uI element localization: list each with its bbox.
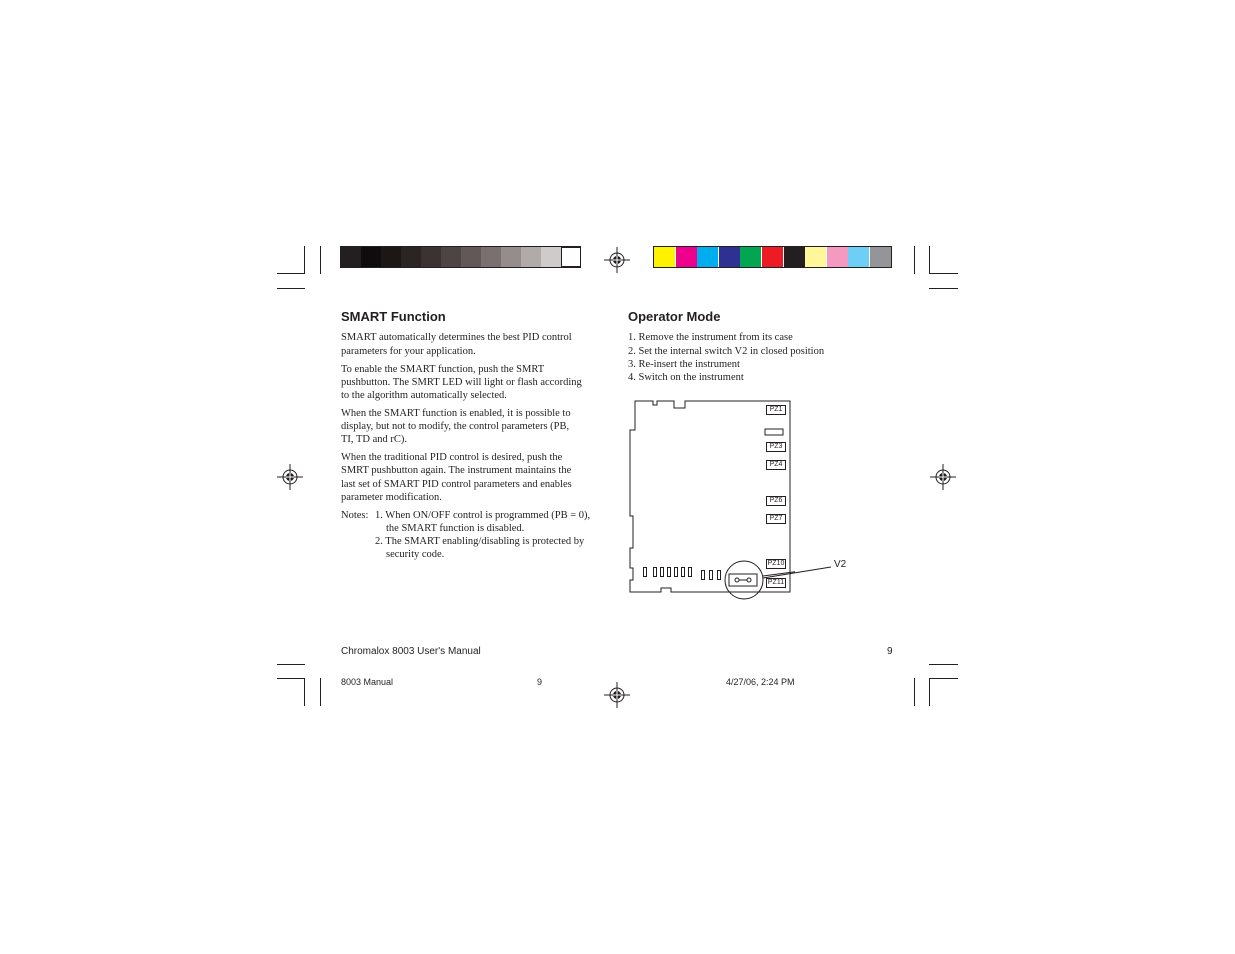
slug-file-name: 8003 Manual	[341, 677, 394, 687]
color-swatch	[805, 247, 826, 267]
pz4-label: PZ4	[766, 460, 786, 470]
gray-swatch	[501, 247, 521, 267]
pz1-label: PZ1	[766, 405, 786, 415]
text-line: parameter modification.	[341, 492, 442, 503]
slug-date: 4/27/06, 2:24 PM	[726, 677, 795, 687]
pz3-label: PZ3	[766, 442, 786, 452]
pz7-label: PZ7	[766, 514, 786, 524]
gray-swatch	[561, 247, 581, 267]
note-line: 2. The SMART enabling/disabling is protected by	[375, 536, 585, 547]
text-line: SMART automatically determines the best PID control	[341, 332, 572, 343]
text-line: pushbutton. The SMRT LED will light or flash according	[341, 377, 582, 388]
pz6-label: PZ6	[766, 496, 786, 506]
color-swatch	[784, 247, 805, 267]
text-line: to the algorithm automatically selected.	[341, 390, 507, 401]
color-swatch	[697, 247, 718, 267]
list-item: 3. Re-insert the instrument	[628, 359, 740, 370]
gray-swatch	[381, 247, 401, 267]
slug-page-number: 9	[537, 677, 543, 687]
smart-function-heading: SMART Function	[341, 309, 446, 324]
registration-target-right-icon	[930, 464, 956, 490]
color-swatch	[870, 247, 891, 267]
manual-title-footer: Chromalox 8003 User's Manual	[341, 646, 481, 657]
color-swatch	[827, 247, 848, 267]
text-line: When the SMART function is enabled, it is possible to	[341, 408, 571, 419]
text-line: To enable the SMART function, push the SMRT	[341, 364, 545, 375]
gray-swatch	[461, 247, 481, 267]
text-line: display, but not to modify, the control parameters (PB,	[341, 421, 570, 432]
gray-swatch	[421, 247, 441, 267]
list-item: 2. Set the internal switch V2 in closed position	[628, 346, 825, 357]
gray-swatch	[441, 247, 461, 267]
notes-label: Notes:	[341, 510, 369, 521]
gray-swatch	[521, 247, 541, 267]
color-swatch	[740, 247, 761, 267]
pz10-label: PZ10	[767, 560, 785, 567]
color-swatch	[848, 247, 869, 267]
text-line: parameters for your application.	[341, 346, 476, 357]
color-swatch	[676, 247, 697, 267]
gray-swatch	[361, 247, 381, 267]
operator-mode-heading: Operator Mode	[628, 309, 721, 324]
gray-swatch	[541, 247, 561, 267]
note-line: security code.	[386, 549, 445, 560]
note-line: the SMART function is disabled.	[386, 523, 525, 534]
note-line: 1. When ON/OFF control is programmed (PB = 0),	[375, 510, 591, 521]
text-line: last set of SMART PID control parameters and enables	[341, 479, 572, 490]
gray-swatch	[401, 247, 421, 267]
v2-callout-label: V2	[834, 559, 847, 570]
list-item: 4. Switch on the instrument	[628, 372, 744, 383]
page-number-footer: 9	[887, 646, 893, 657]
color-swatch	[762, 247, 783, 267]
text-line: SMRT pushbutton again. The instrument maintains the	[341, 465, 572, 476]
registration-target-left-icon	[277, 464, 303, 490]
pz11-label: PZ11	[767, 579, 785, 586]
registration-target-bottom-icon	[604, 682, 630, 708]
gray-swatch	[481, 247, 501, 267]
text-line: When the traditional PID control is desired, push the	[341, 452, 563, 463]
gray-swatch	[341, 247, 361, 267]
registration-target-top-icon	[604, 247, 630, 273]
color-swatch	[654, 247, 675, 267]
text-line: TI, TD and rC).	[341, 434, 407, 445]
color-swatch	[719, 247, 740, 267]
list-item: 1. Remove the instrument from its case	[628, 332, 793, 343]
